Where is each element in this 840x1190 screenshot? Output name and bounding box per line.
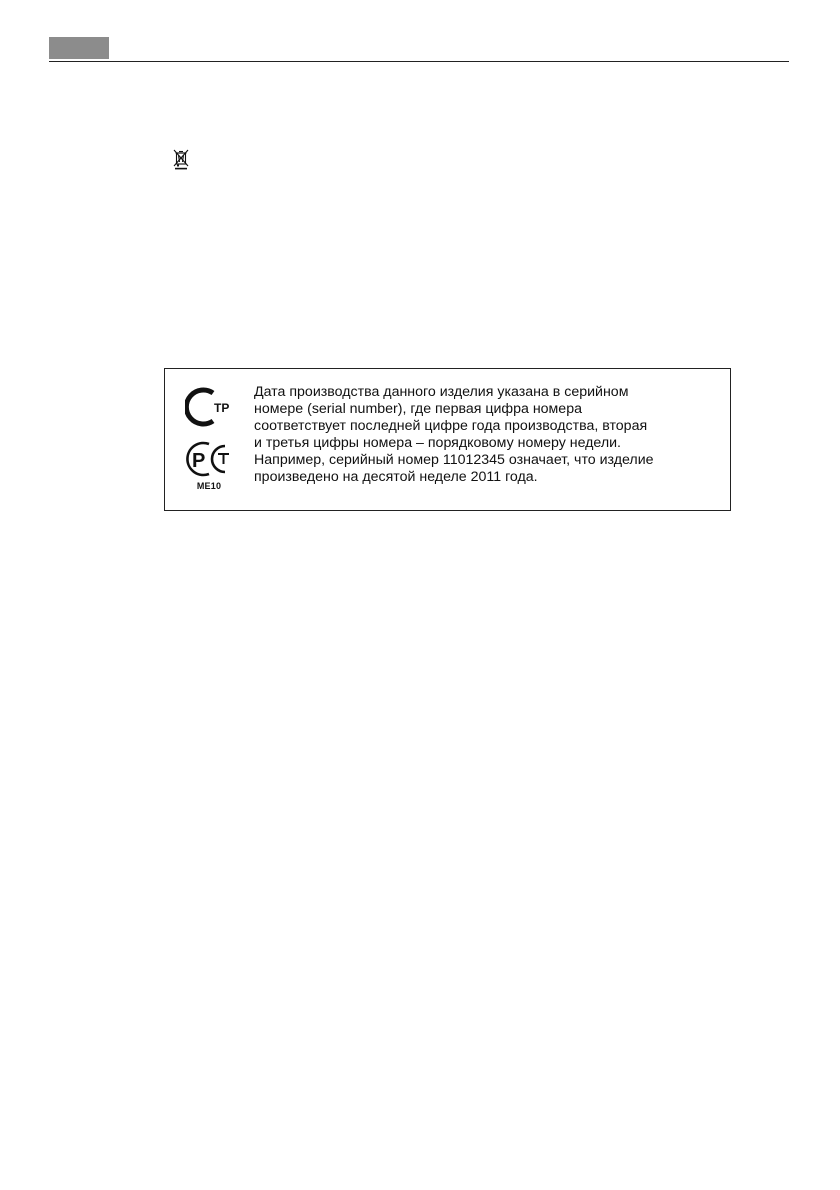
header-tab — [49, 37, 109, 59]
notice-text — [254, 384, 724, 486]
notice-line: Дата производства данного изделия указана в серийном — [254, 384, 629, 400]
svg-text:Р: Р — [192, 450, 206, 472]
notice-line: номере (serial number), где первая цифра номера — [254, 401, 582, 417]
svg-text:ТР: ТР — [214, 401, 230, 415]
notice-line: Например, серийный номер 11012345 означает, что изделие — [254, 452, 654, 468]
notice-line: произведено на десятой неделе 2011 года. — [254, 469, 538, 485]
manufacture-date-notice — [164, 368, 731, 511]
pct-certification-mark-icon — [185, 439, 241, 479]
notice-line: и третья цифры номера – порядковому номеру недели. — [254, 435, 621, 451]
certification-code: ME10 — [196, 481, 222, 491]
header-rule — [49, 61, 789, 62]
notice-line: соответствует последней цифре года производства, вторая — [254, 418, 648, 434]
eac-tr-conformity-mark-icon — [185, 387, 241, 427]
crossed-out-wheelie-bin-icon — [172, 148, 190, 170]
